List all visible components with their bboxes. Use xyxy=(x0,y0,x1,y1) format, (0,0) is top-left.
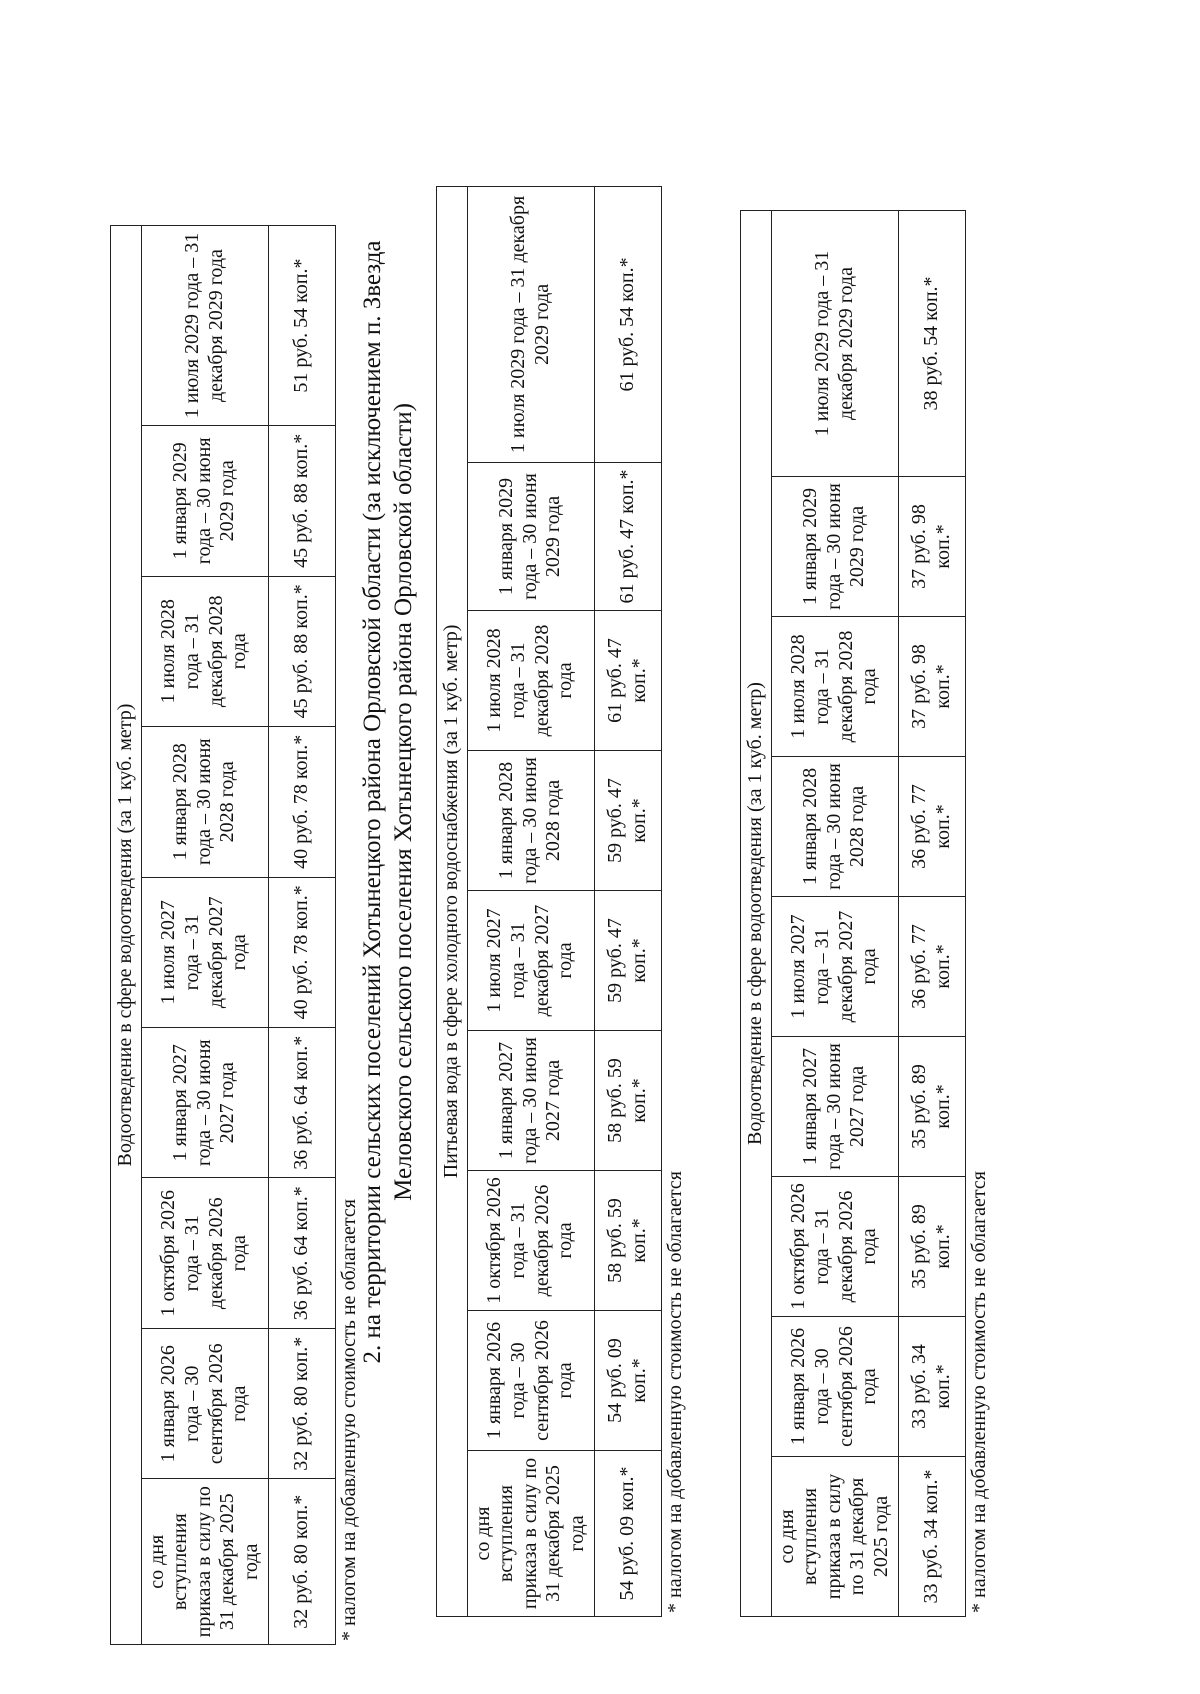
vat-footnote: * налогом на добавленную стоимость не облагается xyxy=(337,1199,360,1641)
price-cell: 35 руб. 89 коп.* xyxy=(898,1037,965,1177)
price-cell: 37 руб. 98 коп.* xyxy=(898,477,965,617)
tariff-block-wastewater-2 xyxy=(740,210,991,1617)
section-heading-line: 2. на территории сельских поселений Хотынецкого района Орловской области (за исключением п. Звезда xyxy=(359,240,386,1364)
period-cell: со дня вступления приказа в силу по 31 декабря 2025 года xyxy=(771,1457,898,1617)
price-cell: 51 руб. 54 коп.* xyxy=(268,226,335,426)
tariff-block-wastewater-1 xyxy=(110,225,361,1645)
price-cell: 45 руб. 88 коп.* xyxy=(268,426,335,576)
price-cell: 36 руб. 64 коп.* xyxy=(268,1028,335,1178)
period-cell: 1 октября 2026 года – 31 декабря 2026 года xyxy=(467,1171,594,1311)
tariff-table xyxy=(110,225,336,1645)
period-cell: 1 июля 2027 года – 31 декабря 2027 года xyxy=(141,877,268,1027)
rotated-content xyxy=(100,47,1100,1647)
price-cell: 32 руб. 80 коп.* xyxy=(268,1328,335,1478)
table-row xyxy=(268,226,335,1645)
price-cell: 59 руб. 47 коп.* xyxy=(594,891,661,1031)
price-cell: 36 руб. 77 коп.* xyxy=(898,757,965,897)
period-cell: 1 января 2026 года – 30 сентября 2026 года xyxy=(467,1311,594,1451)
period-cell: со дня вступления приказа в силу по 31 декабря 2025 года xyxy=(141,1479,268,1645)
table-header-row xyxy=(467,186,594,1616)
price-cell: 36 руб. 64 коп.* xyxy=(268,1178,335,1328)
period-cell: 1 июля 2029 года – 31 декабря 2029 года xyxy=(141,226,268,426)
price-cell: 33 руб. 34 коп.* xyxy=(898,1317,965,1457)
price-cell: 45 руб. 88 коп.* xyxy=(268,576,335,726)
tariff-table xyxy=(740,210,966,1617)
vat-footnote: * налогом на добавленную стоимость не облагается xyxy=(967,1171,990,1613)
price-cell: 40 руб. 78 коп.* xyxy=(268,877,335,1027)
price-cell: 58 руб. 59 коп.* xyxy=(594,1031,661,1171)
period-cell: 1 июля 2029 года – 31 декабря 2029 года xyxy=(467,186,594,462)
price-cell: 37 руб. 98 коп.* xyxy=(898,617,965,757)
period-cell: 1 января 2028 года – 30 июня 2028 года xyxy=(141,727,268,877)
period-cell: 1 января 2026 года – 30 сентября 2026 года xyxy=(771,1317,898,1457)
section-heading-line: Меловского сельского поселения Хотынецкого района Орловской области) xyxy=(389,403,417,1201)
period-cell: 1 июля 2027 года – 31 декабря 2027 года xyxy=(467,891,594,1031)
price-cell: 54 руб. 09 коп.* xyxy=(594,1451,661,1617)
period-cell: 1 июля 2028 года – 31 декабря 2028 года xyxy=(467,611,594,751)
price-cell: 38 руб. 54 коп.* xyxy=(898,210,965,476)
price-cell: 32 руб. 80 коп.* xyxy=(268,1479,335,1645)
period-cell: 1 января 2029 года – 30 июня 2029 года xyxy=(141,426,268,576)
price-cell: 61 руб. 47 коп.* xyxy=(594,611,661,751)
section-heading xyxy=(358,217,419,1387)
price-cell: 36 руб. 77 коп.* xyxy=(898,897,965,1037)
vat-footnote: * налогом на добавленную стоимость не облагается xyxy=(663,1171,686,1613)
period-cell: 1 января 2029 года – 30 июня 2029 года xyxy=(467,463,594,611)
price-cell: 61 руб. 54 коп.* xyxy=(594,186,661,462)
table-caption: Питьевая вода в сфере холодного водоснабжения (за 1 куб. метр) xyxy=(437,186,468,1616)
price-cell: 59 руб. 47 коп.* xyxy=(594,751,661,891)
period-cell: 1 октября 2026 года – 31 декабря 2026 года xyxy=(141,1178,268,1328)
table-row xyxy=(898,210,965,1616)
table-caption: Водоотведение в сфере водоотведения (за 1 куб. метр) xyxy=(741,210,772,1616)
price-cell: 61 руб. 47 коп.* xyxy=(594,463,661,611)
period-cell: 1 октября 2026 года – 31 декабря 2026 года xyxy=(771,1177,898,1317)
table-header-row xyxy=(771,210,898,1616)
tariff-table xyxy=(436,186,662,1617)
price-cell: 33 руб. 34 коп.* xyxy=(898,1457,965,1617)
period-cell: 1 января 2029 года – 30 июня 2029 года xyxy=(771,477,898,617)
price-cell: 54 руб. 09 коп.* xyxy=(594,1311,661,1451)
period-cell: 1 января 2027 года – 30 июня 2027 года xyxy=(141,1028,268,1178)
period-cell: 1 января 2028 года – 30 июня 2028 года xyxy=(467,751,594,891)
price-cell: 40 руб. 78 коп.* xyxy=(268,727,335,877)
period-cell: 1 января 2028 года – 30 июня 2028 года xyxy=(771,757,898,897)
period-cell: 1 января 2027 года – 30 июня 2027 года xyxy=(467,1031,594,1171)
period-cell: 1 июля 2029 года – 31 декабря 2029 года xyxy=(771,210,898,476)
period-cell: 1 июля 2028 года – 31 декабря 2028 года xyxy=(771,617,898,757)
period-cell: 1 января 2026 года – 30 сентября 2026 года xyxy=(141,1328,268,1478)
price-cell: 35 руб. 89 коп.* xyxy=(898,1177,965,1317)
table-header-row xyxy=(141,226,268,1645)
period-cell: 1 января 2027 года – 30 июня 2027 года xyxy=(771,1037,898,1177)
period-cell: 1 июля 2027 года – 31 декабря 2027 года xyxy=(771,897,898,1037)
table-row xyxy=(594,186,661,1616)
period-cell: 1 июля 2028 года – 31 декабря 2028 года xyxy=(141,576,268,726)
price-cell: 58 руб. 59 коп.* xyxy=(594,1171,661,1311)
table-caption: Водоотведение в сфере водоотведения (за 1 куб. метр) xyxy=(111,226,142,1645)
tariff-block-drinking-water xyxy=(436,186,687,1617)
period-cell: со дня вступления приказа в силу по 31 декабря 2025 года xyxy=(467,1451,594,1617)
